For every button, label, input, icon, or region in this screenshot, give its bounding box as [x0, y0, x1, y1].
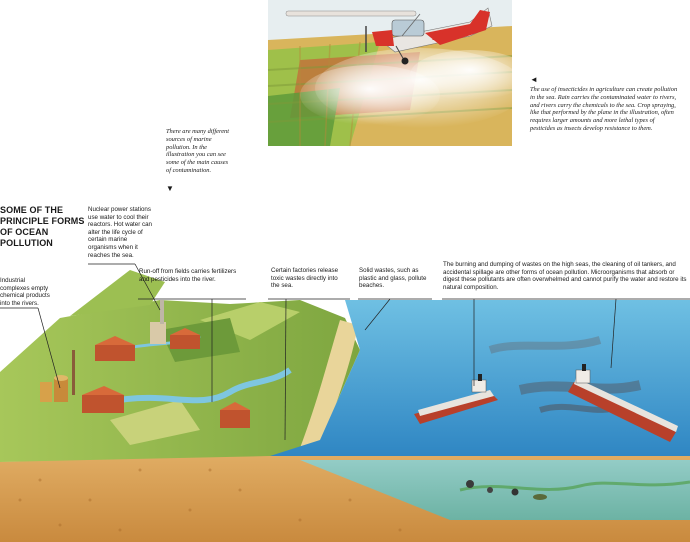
heading-line-2: PRINCIPLE FORMS [0, 216, 85, 226]
nuclear-callout: Nuclear power stations use water to cool their reactors. Hot water can alter the life cycle of certain marine organisms when it reaches the sea. [88, 206, 152, 259]
seabed [0, 456, 690, 542]
left-arrow-icon: ◄ [530, 75, 538, 84]
heading-line-1: SOME OF THE [0, 205, 64, 215]
page-heading [0, 205, 86, 249]
plane-marking: A1 [432, 28, 449, 43]
down-arrow-icon: ▼ [166, 184, 174, 193]
ships-callout: The burning and dumping of wastes on the high seas, the cleaning of oil tankers, and accidental spillage are other forms of ocean pollution. Microorganisms that absorb or digest these pollutants are often overwhelmed and cannot purify the water and restore its natural composition. [443, 261, 687, 291]
factories-callout: Certain factories release toxic wastes directly into the sea. [271, 267, 339, 290]
solid-wastes-callout: Solid wastes, such as plastic and glass, pollute beaches. [359, 267, 427, 290]
insecticide-text: The use of insecticides in agriculture can create pollution in the sea. Rain carries the contaminated water to rivers, and rivers carry the chemicals to the sea. Crop spraying, like that performed by the plane in the illustration, often requires larger amounts and more lethal types of pesticides as insects develop resistance to them. [530, 86, 678, 132]
intro-text: There are many different sources of marine pollution. In the illustration you can see some of the main causes of contamination. [166, 128, 230, 174]
heading-line-4: POLLUTION [0, 238, 53, 248]
heading-line-3: OF OCEAN [0, 227, 49, 237]
runoff-callout: Run-off from fields carries fertilizers and pesticides into the river. [139, 268, 237, 283]
industrial-callout: Industrial complexes empty chemical products into the rivers. [0, 277, 50, 307]
